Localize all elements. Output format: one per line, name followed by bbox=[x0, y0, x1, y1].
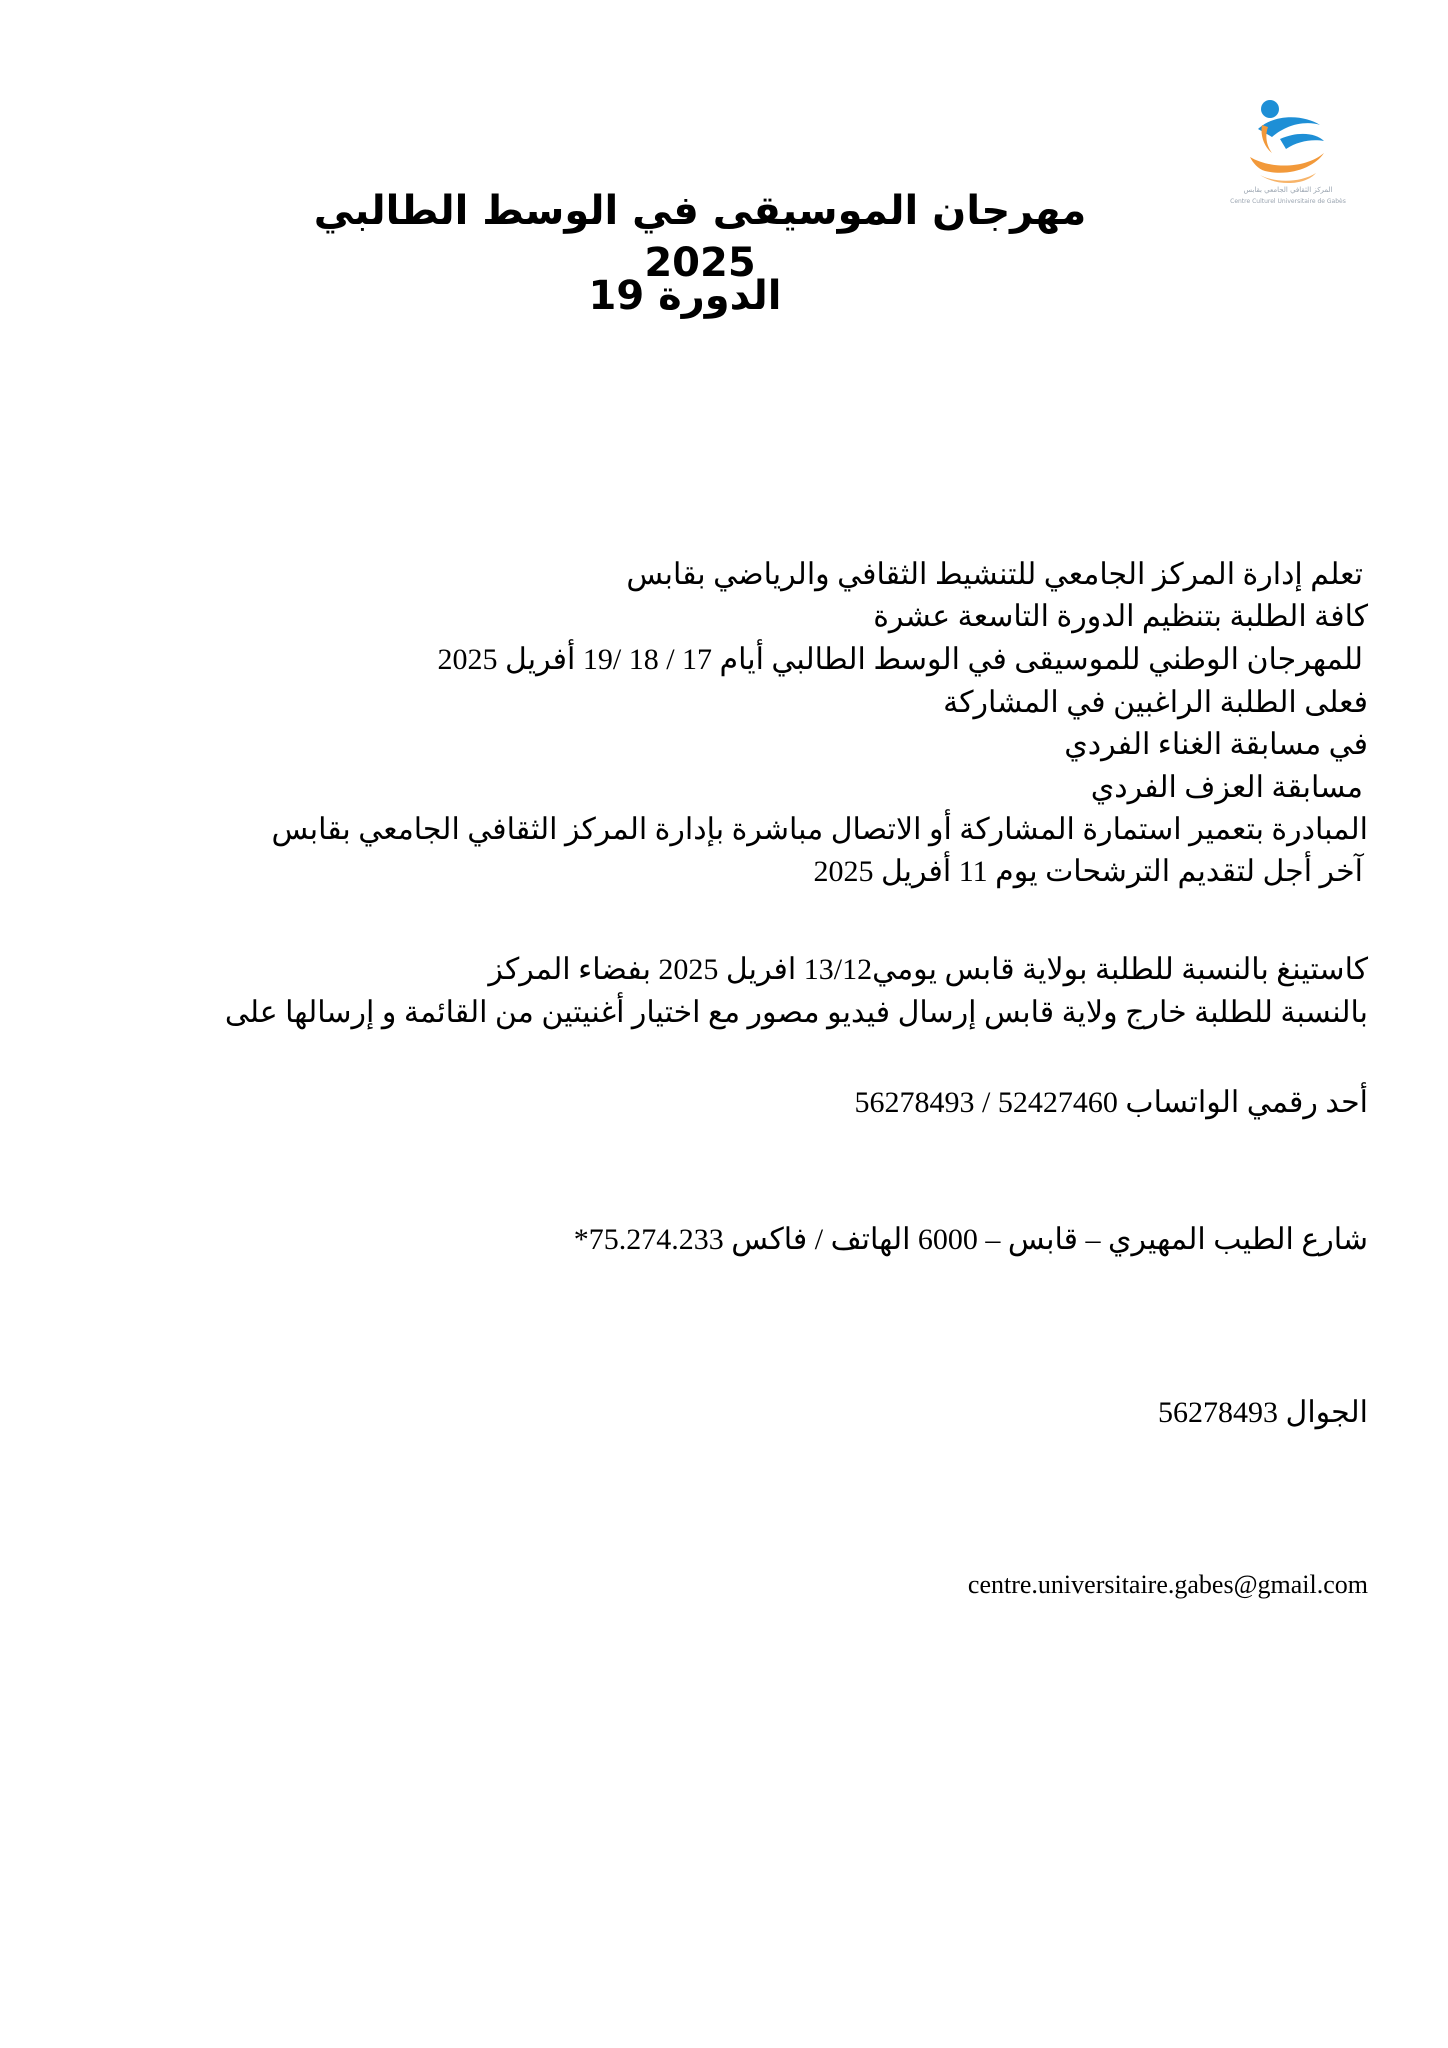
mobile-number: الجوال 56278493 bbox=[1158, 1396, 1368, 1429]
logo-caption-french: Centre Culturel Universitaire de Gabès bbox=[1230, 198, 1346, 205]
announcement-line: فعلى الطلبة الراغبين في المشاركة bbox=[943, 686, 1368, 719]
page-title: مهرجان الموسيقى في الوسط الطالبي 2025 bbox=[313, 188, 1087, 286]
announcement-line: مسابقة العزف الفردي bbox=[1090, 771, 1363, 804]
announcement-line: المبادرة بتعمير استمارة المشاركة أو الاتصال مباشرة بإدارة المركز الثقافي الجامعي بقابس bbox=[271, 813, 1368, 846]
casting-line: بالنسبة للطلبة خارج ولاية قابس إرسال فيديو مصور مع اختيار أغنيتين من القائمة و إرسالها على bbox=[224, 996, 1368, 1029]
address-line: شارع الطيب المهيري – قابس – 6000 الهاتف / فاكس 75.274.233* bbox=[573, 1223, 1368, 1256]
deadline-line: آخر أجل لتقديم الترشحات يوم 11 أفريل 2025 bbox=[813, 855, 1363, 888]
announcement-line: في مسابقة الغناء الفردي bbox=[1064, 728, 1368, 761]
edition-subtitle: الدورة 19 bbox=[588, 273, 782, 319]
announcement-line: للمهرجان الوطني للموسيقى في الوسط الطالبي أيام 17 / 18 /19 أفريل 2025 bbox=[437, 643, 1363, 676]
casting-line: كاستينغ بالنسبة للطلبة بولاية قابس يومي13/12 افريل 2025 بفضاء المركز bbox=[488, 953, 1368, 986]
email-address: centre.universitaire.gabes@gmail.com bbox=[967, 1570, 1368, 1599]
center-logo-icon bbox=[1220, 95, 1360, 215]
announcement-line: تعلم إدارة المركز الجامعي للتنشيط الثقافي والرياضي بقابس bbox=[626, 558, 1363, 591]
logo-caption-arabic: المركز الثقافي الجامعي بقابس bbox=[1243, 186, 1333, 194]
announcement-line: كافة الطلبة بتنظيم الدورة التاسعة عشرة bbox=[873, 600, 1368, 633]
whatsapp-numbers: أحد رقمي الواتساب 52427460 / 56278493 bbox=[854, 1086, 1368, 1119]
